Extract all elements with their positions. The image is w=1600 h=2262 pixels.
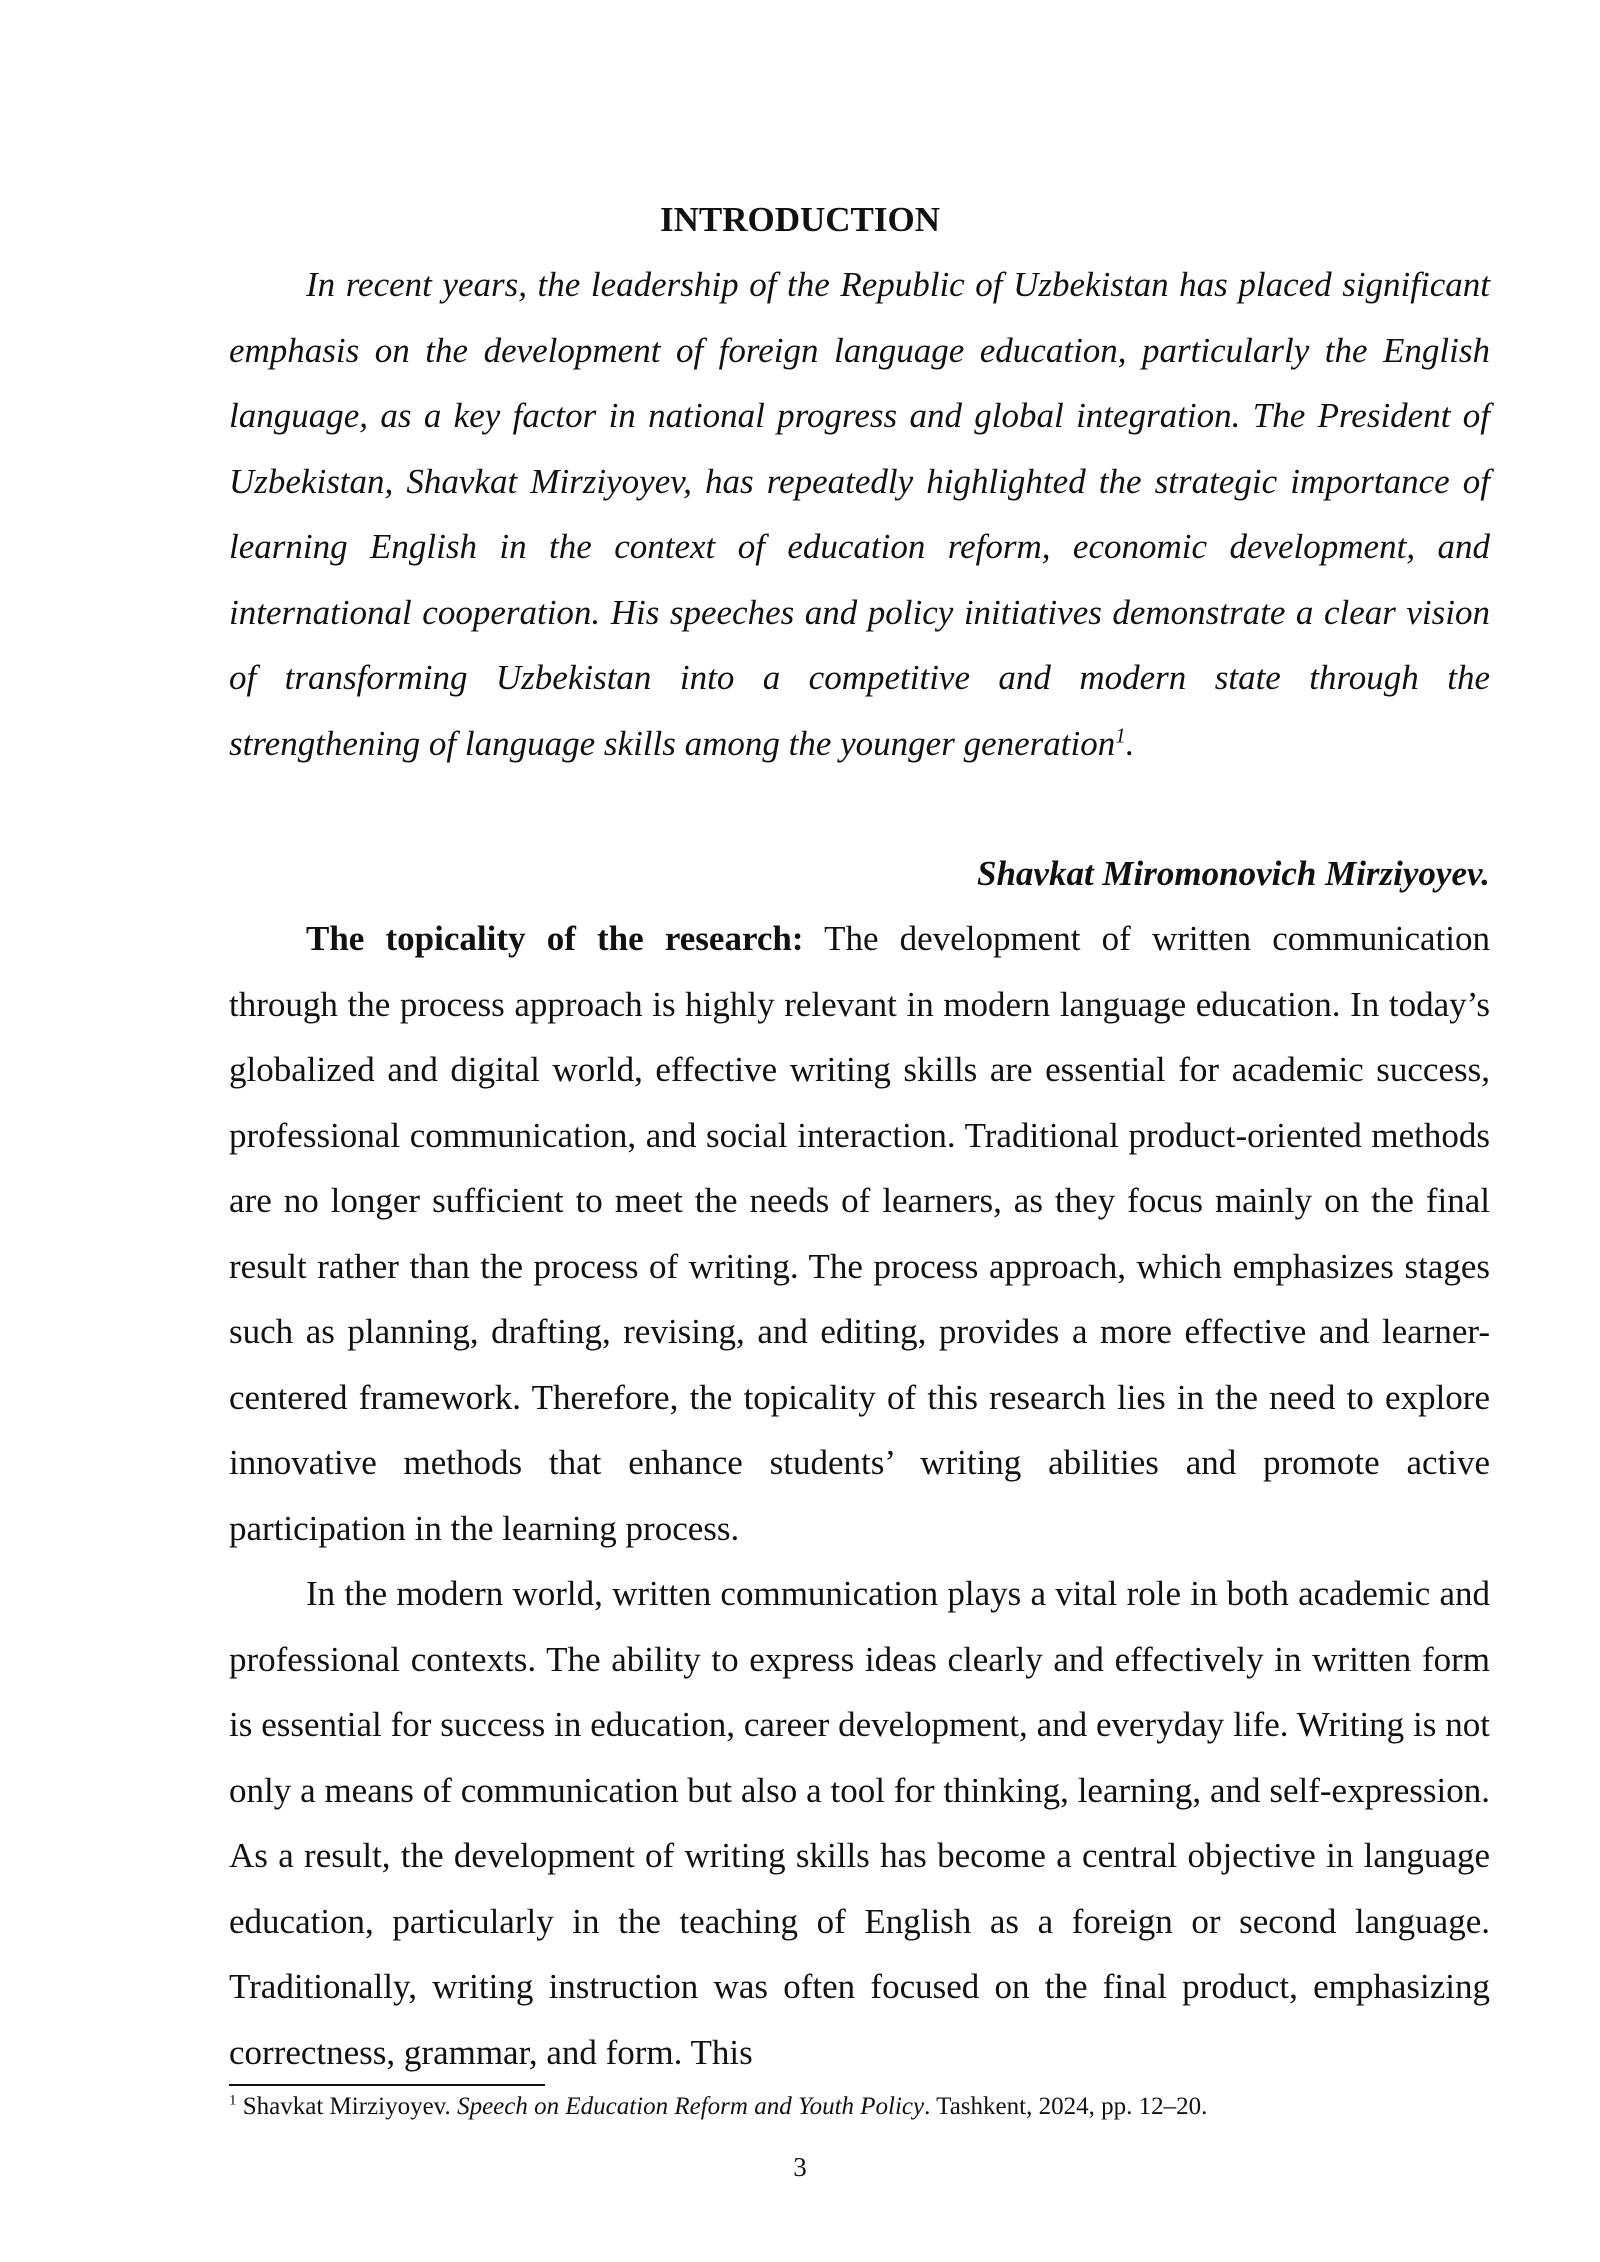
footnote-author: Shavkat Mirziyoyev.	[236, 2093, 458, 2120]
topicality-lead: The topicality of the research:	[306, 919, 804, 958]
footnote-mark: 1	[229, 2092, 237, 2109]
footnote-reference[interactable]: 1	[1115, 722, 1126, 747]
footnote	[229, 2090, 1490, 2124]
intro-text: In recent years, the leadership of the Republic of Uzbekistan has placed significant emphasis on the development of foreign language education, particularly the English language, as a key factor in national progress and global integration. The President of Uzbekistan, Shavkat Mirziyoyev, has repeatedly highlighted the strategic importance of learning English in the context of education reform, economic development, and international cooperation. His speeches and policy initiatives demonstrate a clear vision of transforming Uzbekistan into a competitive and modern state through the strengthening of language skills among the younger generation	[229, 265, 1490, 763]
intro-end: .	[1125, 723, 1135, 763]
intro-paragraph	[229, 252, 1490, 776]
body-paragraph: In the modern world, written communication plays a vital role in both academic and professional contexts. The ability to express ideas clearly and effectively in written form is essential for success in education, career development, and everyday life. Writing is not only a means of communication but also a tool for thinking, learning, and self-expression. As a result, the development of writing skills has become a central objective in language education, particularly in the teaching of English as a foreign or second language. Traditionally, writing instruction was often focused on the final product, emphasizing correctness, grammar, and form. This	[229, 1574, 1490, 2072]
section-heading: INTRODUCTION	[659, 200, 941, 239]
page-number: 3	[793, 2152, 807, 2182]
footnote-rest: . Tashkent, 2024, pp. 12–20.	[924, 2093, 1208, 2120]
quote-attribution: Shavkat Miromonovich Mirziyoyev.	[976, 854, 1490, 893]
footnote-separator	[229, 2084, 545, 2086]
topicality-text: The development of written communication through the process approach is highly relevant in modern language education. In today’s globalized and digital world, effective writing skills are essential for academic success, professional communication, and social interaction. Traditional product-oriented methods are no longer sufficient to meet the needs of learners, as they focus mainly on the final result rather than the process of writing. The process approach, which emphasizes stages such as planning, drafting, revising, and editing, provides a more effective and learner-centered framework. Therefore, the topicality of this research lies in the need to explore innovative methods that enhance students’ writing abilities and promote active participation in the learning process.	[229, 919, 1490, 1548]
footnote-title: Speech on Education Reform and Youth Policy	[457, 2093, 925, 2120]
topicality-paragraph	[229, 906, 1490, 1561]
